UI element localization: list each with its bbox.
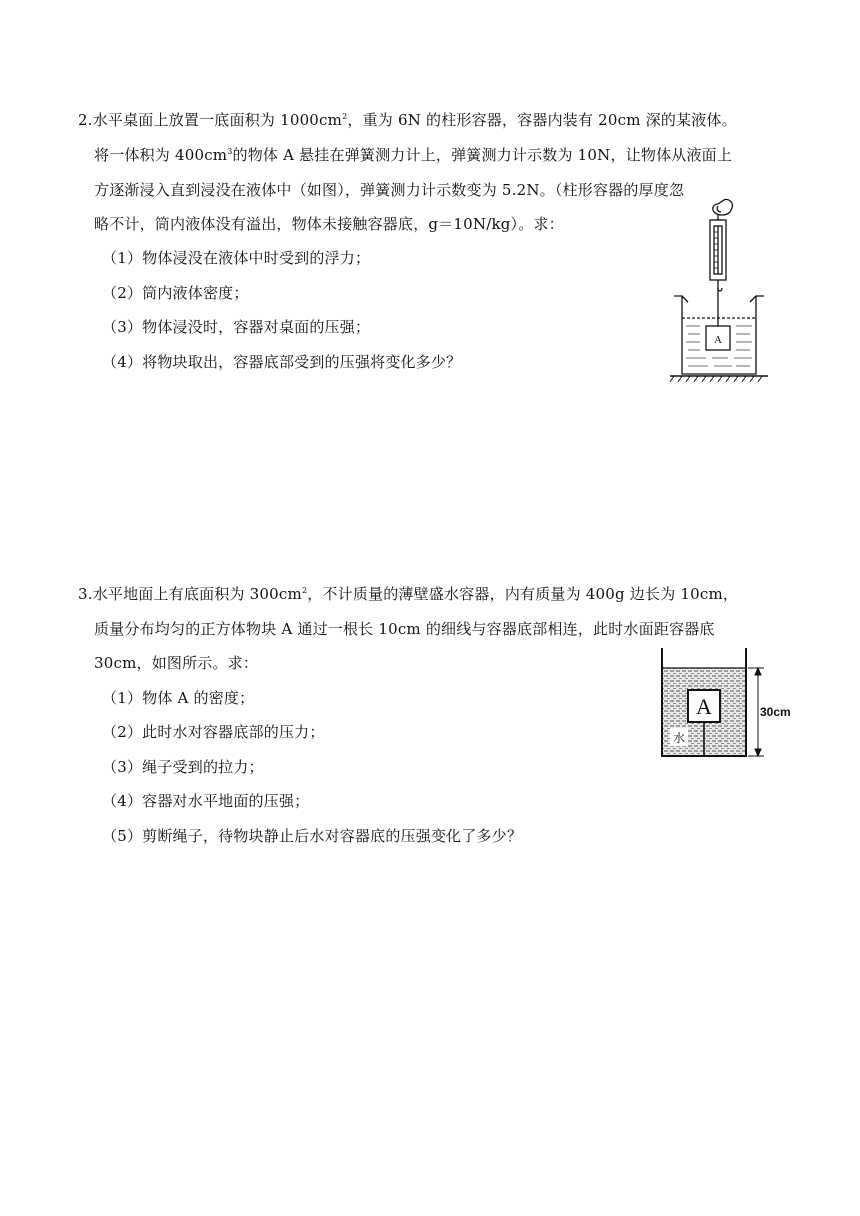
q2-line-1-a: 2.水平桌面上放置一底面积为 1000cm — [78, 111, 343, 129]
q3-line-1-b: ，不计质量的薄壁盛水容器，内有质量为 400g 边长为 10cm， — [307, 585, 739, 603]
q2-item-3: （3）物体浸没时，容器对桌面的压强； — [102, 318, 371, 336]
q3-item-5: （5）剪断绳子，待物块静止后水对容器底的压强变化了多少？ — [102, 827, 523, 845]
q3-item-3: （3）绳子受到的拉力； — [102, 758, 264, 776]
q3-line-3: 30cm，如图所示。求： — [94, 654, 259, 672]
q2-ground — [670, 376, 768, 382]
q2-line-2-b: 的物体 A 悬挂在弹簧测力计上，弹簧测力计示数为 10N，让物体从液面上 — [232, 146, 733, 164]
q2-line-4: 略不计，筒内液体没有溢出，物体未接触容器底，g＝10N/kg）。求： — [94, 215, 564, 233]
q3-item-4: （4）容器对水平地面的压强； — [102, 792, 310, 810]
q2-figure — [666, 196, 772, 382]
q2-item-1: （1）物体浸没在液体中时受到的浮力； — [102, 249, 371, 267]
q3-line-1-sup: 2 — [301, 586, 308, 595]
q3-line-2: 质量分布均匀的正方体物块 A 通过一根长 10cm 的细线与容器底部相连，此时水面距容器底 — [94, 620, 715, 638]
q3-height-label: 30cm — [760, 705, 791, 719]
q3-block-label: A — [696, 694, 712, 719]
q2-line-3: 方逐渐浸入直到浸没在液体中（如图），弹簧测力计示数变为 5.2N。（柱形容器的厚度忽 — [94, 181, 685, 199]
q2-item-4: （4）将物块取出，容器底部受到的压强将变化多少？ — [102, 353, 462, 371]
q3-figure — [652, 644, 808, 764]
q2-line-1 — [78, 110, 737, 130]
q3-water-label: 水 — [672, 731, 686, 745]
q2-item-2: （2）筒内液体密度； — [102, 284, 249, 302]
q2-hand — [713, 199, 733, 215]
q2-line-2-sup: 3 — [227, 147, 233, 156]
q2-line-2 — [94, 145, 732, 165]
q2-line-1-sup: 2 — [342, 112, 348, 121]
q2-block-label: A — [714, 334, 722, 346]
q2-line-1-b: ，重为 6N 的柱形容器，容器内装有 20cm 深的某液体。 — [347, 111, 737, 129]
q3-item-2: （2）此时水对容器底部的压力； — [102, 723, 325, 741]
q3-item-1: （1）物体 A 的密度； — [102, 689, 255, 707]
q3-line-1 — [78, 584, 738, 604]
q3-line-1-a: 3.水平地面上有底面积为 300cm — [78, 585, 302, 603]
q2-line-2-a: 将一体积为 400cm — [94, 146, 228, 164]
